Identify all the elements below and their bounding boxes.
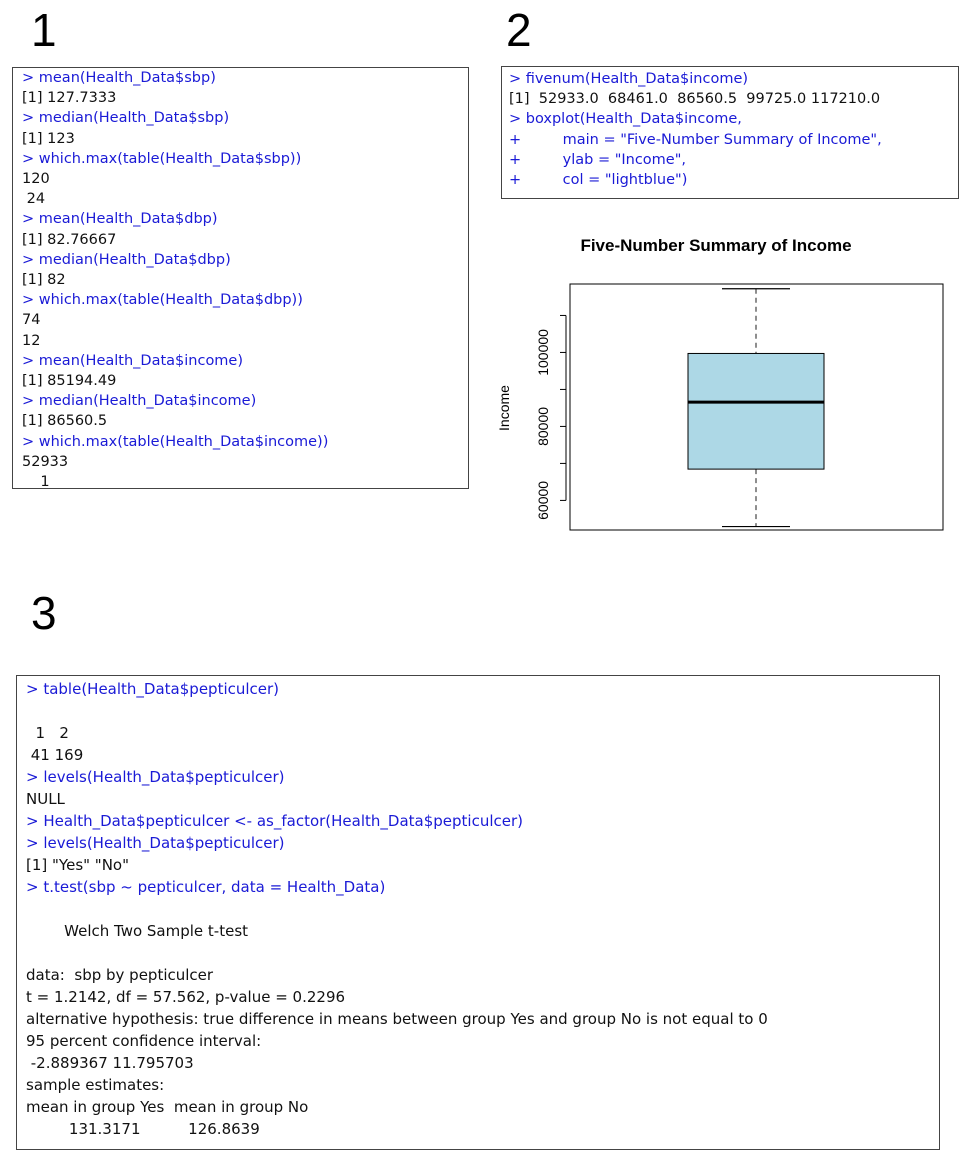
- console-command-line: > levels(Health_Data$pepticulcer): [26, 768, 285, 786]
- console-command-line: + main = "Five-Number Summary of Income",: [509, 131, 882, 148]
- console-panel-summary-stats: [12, 67, 469, 489]
- console-output-line: 95 percent confidence interval:: [26, 1032, 262, 1050]
- console-command-line: > mean(Health_Data$dbp): [22, 211, 218, 228]
- console-output-line: 120: [22, 171, 50, 188]
- console-output-line: 12: [22, 332, 41, 349]
- console-output-line: 41 169: [26, 746, 89, 764]
- console-panel-fivenum: [501, 66, 959, 199]
- y-axis-label: Income: [496, 385, 512, 431]
- console-output-line: 74: [22, 312, 41, 329]
- section-label-1: 1: [31, 4, 57, 56]
- console-command-line: > median(Health_Data$sbp): [22, 110, 230, 127]
- console-command-line: > levels(Health_Data$pepticulcer): [26, 834, 285, 852]
- console-output-line: 131.3171 126.8639: [26, 1120, 265, 1138]
- console-output-line: [26, 700, 939, 722]
- console-output-line: [1] "Yes" "No": [26, 856, 134, 874]
- y-axis-ticks: [535, 315, 566, 519]
- y-tick-label: 80000: [535, 406, 551, 446]
- chart-title: Five-Number Summary of Income: [580, 236, 852, 255]
- console-output-line: [1] 123: [22, 130, 75, 147]
- console-command-line: > which.max(table(Health_Data$income)): [22, 433, 329, 450]
- console-output-line: [26, 942, 939, 964]
- console-command-line: > boxplot(Health_Data$income,: [509, 111, 742, 128]
- console-output-line: [1] 85194.49: [22, 373, 117, 390]
- console-command-line: + ylab = "Income",: [509, 151, 687, 168]
- console-output-line: [1] 82.76667: [22, 231, 117, 248]
- y-tick-label: 60000: [535, 480, 551, 520]
- console-output-line: [1] 86560.5: [22, 413, 108, 430]
- console-output-line: alternative hypothesis: true difference in means between group Yes and group No is not equal to 0: [26, 1010, 768, 1028]
- console-command-line: > table(Health_Data$pepticulcer): [26, 680, 280, 698]
- console-panel-ttest: [16, 675, 940, 1150]
- console-output-line: [26, 898, 939, 920]
- console-output-line: 1 2: [26, 724, 74, 742]
- console-output-line: t = 1.2142, df = 57.562, p-value = 0.2296: [26, 988, 346, 1006]
- y-tick-label: 100000: [535, 329, 551, 376]
- console-output-line: [1] 82: [22, 272, 66, 289]
- console-output-line: sample estimates:: [26, 1076, 165, 1094]
- console-command-line: > t.test(sbp ~ pepticulcer, data = Health_Data): [26, 878, 386, 896]
- console-output-line: Welch Two Sample t-test: [26, 922, 249, 940]
- console-command-line: > Health_Data$pepticulcer <- as_factor(Health_Data$pepticulcer): [26, 812, 524, 830]
- console-output-line: NULL: [26, 790, 65, 808]
- console-command-line: + col = "lightblue"): [509, 172, 688, 189]
- console-output-line: data: sbp by pepticulcer: [26, 966, 214, 984]
- console-output-line: 52933: [22, 453, 69, 470]
- console-output-line: 24: [22, 191, 46, 208]
- console-output-line: mean in group Yes mean in group No: [26, 1098, 314, 1116]
- console-command-line: > fivenum(Health_Data$income): [509, 71, 749, 87]
- console-output-line: [1] 52933.0 68461.0 86560.5 99725.0 117210.0: [509, 91, 881, 108]
- boxplot-chart: [490, 228, 960, 548]
- section-label-2: 2: [506, 4, 532, 56]
- console-output-line: [1] 127.7333: [22, 90, 117, 107]
- console-command-line: > which.max(table(Health_Data$sbp)): [22, 150, 302, 167]
- console-output-line: 1: [22, 474, 50, 489]
- console-command-line: > mean(Health_Data$income): [22, 352, 244, 369]
- console-command-line: > median(Health_Data$income): [22, 393, 257, 410]
- console-command-line: > median(Health_Data$dbp): [22, 251, 231, 268]
- console-output-line: -2.889367 11.795703: [26, 1054, 194, 1072]
- console-command-line: > which.max(table(Health_Data$dbp)): [22, 292, 303, 309]
- section-label-3: 3: [31, 587, 57, 639]
- iqr-box: [688, 353, 824, 469]
- console-command-line: > mean(Health_Data$sbp): [22, 70, 216, 86]
